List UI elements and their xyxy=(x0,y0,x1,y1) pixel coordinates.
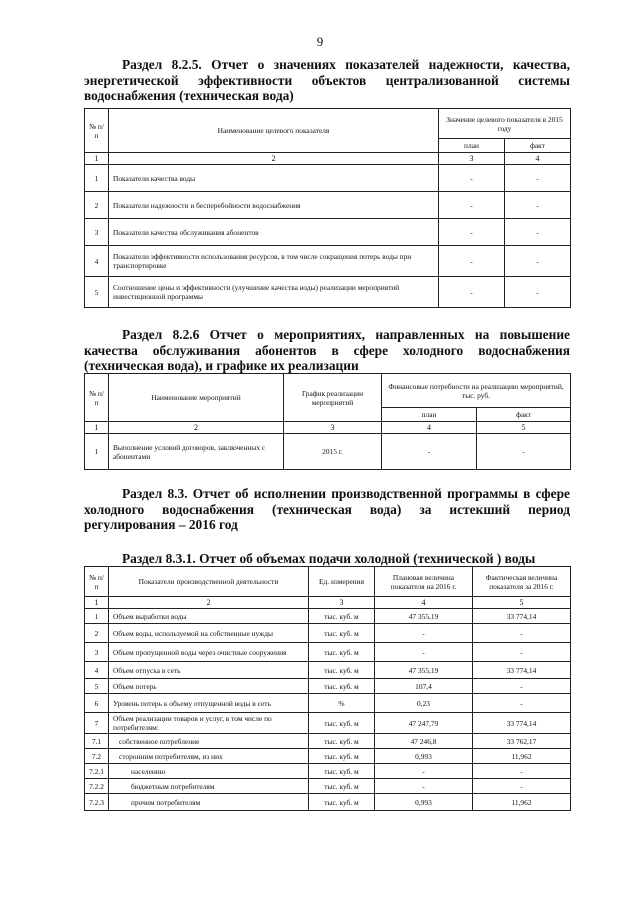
header-finance: Финансовые потребности на реализацию мероприятий, тыс. руб. xyxy=(382,374,571,408)
index-cell: 1 xyxy=(85,597,109,609)
row-fact: - xyxy=(473,643,571,662)
header-plan: план xyxy=(382,408,477,422)
row-fact: - xyxy=(505,219,571,246)
row-name: Показатели эффективности использования ресурсов, в том числе сокращения потерь воды при транспортировке xyxy=(109,246,439,277)
table-row xyxy=(85,165,571,192)
row-name: Объем пропущенной воды через очистные сооружения xyxy=(109,643,309,662)
header-plan: Плановая величина показателя на 2016 г. xyxy=(375,567,473,597)
table-row xyxy=(85,609,571,624)
header-name: Наименование целевого показателя xyxy=(109,109,439,153)
row-num: 1 xyxy=(85,609,109,624)
row-plan: 47 247,79 xyxy=(375,713,473,734)
row-fact: - xyxy=(473,624,571,643)
header-num: № п/п xyxy=(85,567,109,597)
row-name: сторонним потребителям, из них xyxy=(109,749,309,764)
table-row xyxy=(85,713,571,734)
row-num: 6 xyxy=(85,694,109,713)
table-row xyxy=(85,764,571,779)
index-cell: 4 xyxy=(382,422,477,434)
section-8-3-title xyxy=(84,486,570,533)
row-fact: - xyxy=(505,246,571,277)
table-row xyxy=(85,749,571,764)
row-unit: тыс. куб. м xyxy=(309,662,375,679)
header-name: Показатели производственной деятельности xyxy=(109,567,309,597)
row-fact: - xyxy=(473,764,571,779)
row-name: Показатели надежности и бесперебойности водоснабжения xyxy=(109,192,439,219)
row-fact: - xyxy=(505,277,571,308)
row-plan: - xyxy=(375,779,473,794)
row-fact: 33 774,14 xyxy=(473,609,571,624)
header-fact: факт xyxy=(505,139,571,153)
header-num: № п/п xyxy=(85,374,109,422)
row-name: Объем выработки воды xyxy=(109,609,309,624)
row-plan: - xyxy=(382,434,477,470)
row-plan: - xyxy=(375,643,473,662)
row-schedule: 2015 г. xyxy=(284,434,382,470)
row-fact: 11,962 xyxy=(473,749,571,764)
row-num: 7.2.1 xyxy=(85,764,109,779)
row-num: 2 xyxy=(85,624,109,643)
row-plan: - xyxy=(375,764,473,779)
row-plan: - xyxy=(439,246,505,277)
row-num: 3 xyxy=(85,219,109,246)
page-number: 9 xyxy=(316,34,324,49)
section-title-text: Раздел 8.3. Отчет об исполнении производственной программы в сфере холодного водоснабжения (техническая вода) за истекший период регулирования – 2016 год xyxy=(84,486,570,532)
row-plan: 0,23 xyxy=(375,694,473,713)
row-plan: - xyxy=(375,624,473,643)
row-num: 4 xyxy=(85,662,109,679)
index-cell: 4 xyxy=(375,597,473,609)
row-plan: - xyxy=(439,277,505,308)
table-row xyxy=(85,794,571,811)
row-name: Объем отпуска в сеть xyxy=(109,662,309,679)
header-schedule: График реализации мероприятий xyxy=(284,374,382,422)
index-cell: 1 xyxy=(85,153,109,165)
table-row xyxy=(85,694,571,713)
row-plan: - xyxy=(439,219,505,246)
row-fact: - xyxy=(473,679,571,694)
row-name: собственное потребление xyxy=(109,734,309,749)
row-num: 5 xyxy=(85,277,109,308)
header-value: Значение целевого показателя в 2015 году xyxy=(439,109,571,139)
index-cell: 2 xyxy=(109,153,439,165)
row-unit: тыс. куб. м xyxy=(309,764,375,779)
table-row xyxy=(85,779,571,794)
table-row xyxy=(85,734,571,749)
row-unit: тыс. куб. м xyxy=(309,734,375,749)
row-plan: - xyxy=(439,165,505,192)
row-unit: тыс. куб. м xyxy=(309,679,375,694)
row-plan: 107,4 xyxy=(375,679,473,694)
row-plan: 0,993 xyxy=(375,794,473,811)
section-title-text: Раздел 8.2.6 Отчет о мероприятиях, направленных на повышение качества обслуживания абонентов в сфере холодного водоснабжения (техническая вода), и графике их реализации xyxy=(84,327,570,373)
header-fact: Фактическая величина показателя за 2016 г. xyxy=(473,567,571,597)
table-row xyxy=(85,434,571,470)
table-row xyxy=(85,624,571,643)
row-name: Показатели качества воды xyxy=(109,165,439,192)
table-row xyxy=(85,277,571,308)
row-name: Объем воды, используемой на собственные нужды xyxy=(109,624,309,643)
index-cell: 3 xyxy=(439,153,505,165)
index-cell: 2 xyxy=(109,597,309,609)
row-name: Уровень потерь к объему отпущенной воды в сеть xyxy=(109,694,309,713)
header-plan: план xyxy=(439,139,505,153)
index-cell: 1 xyxy=(85,422,109,434)
row-name: бюджетным потребителям xyxy=(109,779,309,794)
row-num: 7 xyxy=(85,713,109,734)
row-name: Объем реализации товаров и услуг, в том числе по потребителям: xyxy=(109,713,309,734)
row-plan: 47 355,19 xyxy=(375,662,473,679)
index-cell: 3 xyxy=(309,597,375,609)
index-cell: 5 xyxy=(477,422,571,434)
row-num: 2 xyxy=(85,192,109,219)
row-num: 7.2 xyxy=(85,749,109,764)
row-unit: тыс. куб. м xyxy=(309,643,375,662)
row-unit: тыс. куб. м xyxy=(309,624,375,643)
row-fact: - xyxy=(505,192,571,219)
row-fact: - xyxy=(505,165,571,192)
row-fact: - xyxy=(477,434,571,470)
row-fact: 33 774,14 xyxy=(473,713,571,734)
row-num: 3 xyxy=(85,643,109,662)
index-cell: 3 xyxy=(284,422,382,434)
table-row xyxy=(85,643,571,662)
row-fact: - xyxy=(473,779,571,794)
row-fact: 33 774,14 xyxy=(473,662,571,679)
section-8-2-5-title xyxy=(84,57,570,104)
table-row xyxy=(85,679,571,694)
row-num: 7.2.2 xyxy=(85,779,109,794)
row-name: Объем потерь xyxy=(109,679,309,694)
index-row xyxy=(85,597,571,609)
indicators-table xyxy=(84,108,571,308)
header-fact: факт xyxy=(477,408,571,422)
row-plan: 47 355,19 xyxy=(375,609,473,624)
table-row xyxy=(85,662,571,679)
header-num: № п/п xyxy=(85,109,109,153)
row-fact: - xyxy=(473,694,571,713)
table-row xyxy=(85,246,571,277)
water-supply-table xyxy=(84,566,571,811)
row-name: Выполнение условий договоров, заключенных с абонентами xyxy=(109,434,284,470)
water-supply-rows xyxy=(85,609,571,811)
table-row xyxy=(85,219,571,246)
row-unit: % xyxy=(309,694,375,713)
row-plan: 0,993 xyxy=(375,749,473,764)
measures-table xyxy=(84,373,571,470)
index-cell: 4 xyxy=(505,153,571,165)
row-plan: 47 246,8 xyxy=(375,734,473,749)
row-num: 1 xyxy=(85,165,109,192)
header-unit: Ед. измерения xyxy=(309,567,375,597)
row-num: 7.2.3 xyxy=(85,794,109,811)
row-fact: 11,962 xyxy=(473,794,571,811)
row-name: Показатели качества обслуживания абонентов xyxy=(109,219,439,246)
row-num: 1 xyxy=(85,434,109,470)
row-num: 4 xyxy=(85,246,109,277)
table-row xyxy=(85,192,571,219)
index-row xyxy=(85,422,571,434)
row-unit: тыс. куб. м xyxy=(309,609,375,624)
row-plan: - xyxy=(439,192,505,219)
row-name: населению xyxy=(109,764,309,779)
section-8-3-1-title: Раздел 8.3.1. Отчет об объемах подачи холодной (технической ) воды xyxy=(122,551,536,566)
index-cell: 5 xyxy=(473,597,571,609)
index-row xyxy=(85,153,571,165)
row-name: Соотношение цены и эффективности (улучшение качества воды) реализации мероприятий инвестиционной программы xyxy=(109,277,439,308)
row-fact: 33 762,17 xyxy=(473,734,571,749)
row-num: 7.1 xyxy=(85,734,109,749)
section-8-2-6-title xyxy=(84,327,570,374)
row-unit: тыс. куб. м xyxy=(309,713,375,734)
row-unit: тыс. куб. м xyxy=(309,779,375,794)
row-num: 5 xyxy=(85,679,109,694)
row-unit: тыс. куб. м xyxy=(309,794,375,811)
section-title-text: Раздел 8.2.5. Отчет о значениях показателей надежности, качества, энергетической эффективности объектов централизованной системы водоснабжения (техническая вода) xyxy=(84,57,570,103)
row-name: прочим потребителям xyxy=(109,794,309,811)
row-unit: тыс. куб. м xyxy=(309,749,375,764)
header-name: Наименование мероприятий xyxy=(109,374,284,422)
index-cell: 2 xyxy=(109,422,284,434)
